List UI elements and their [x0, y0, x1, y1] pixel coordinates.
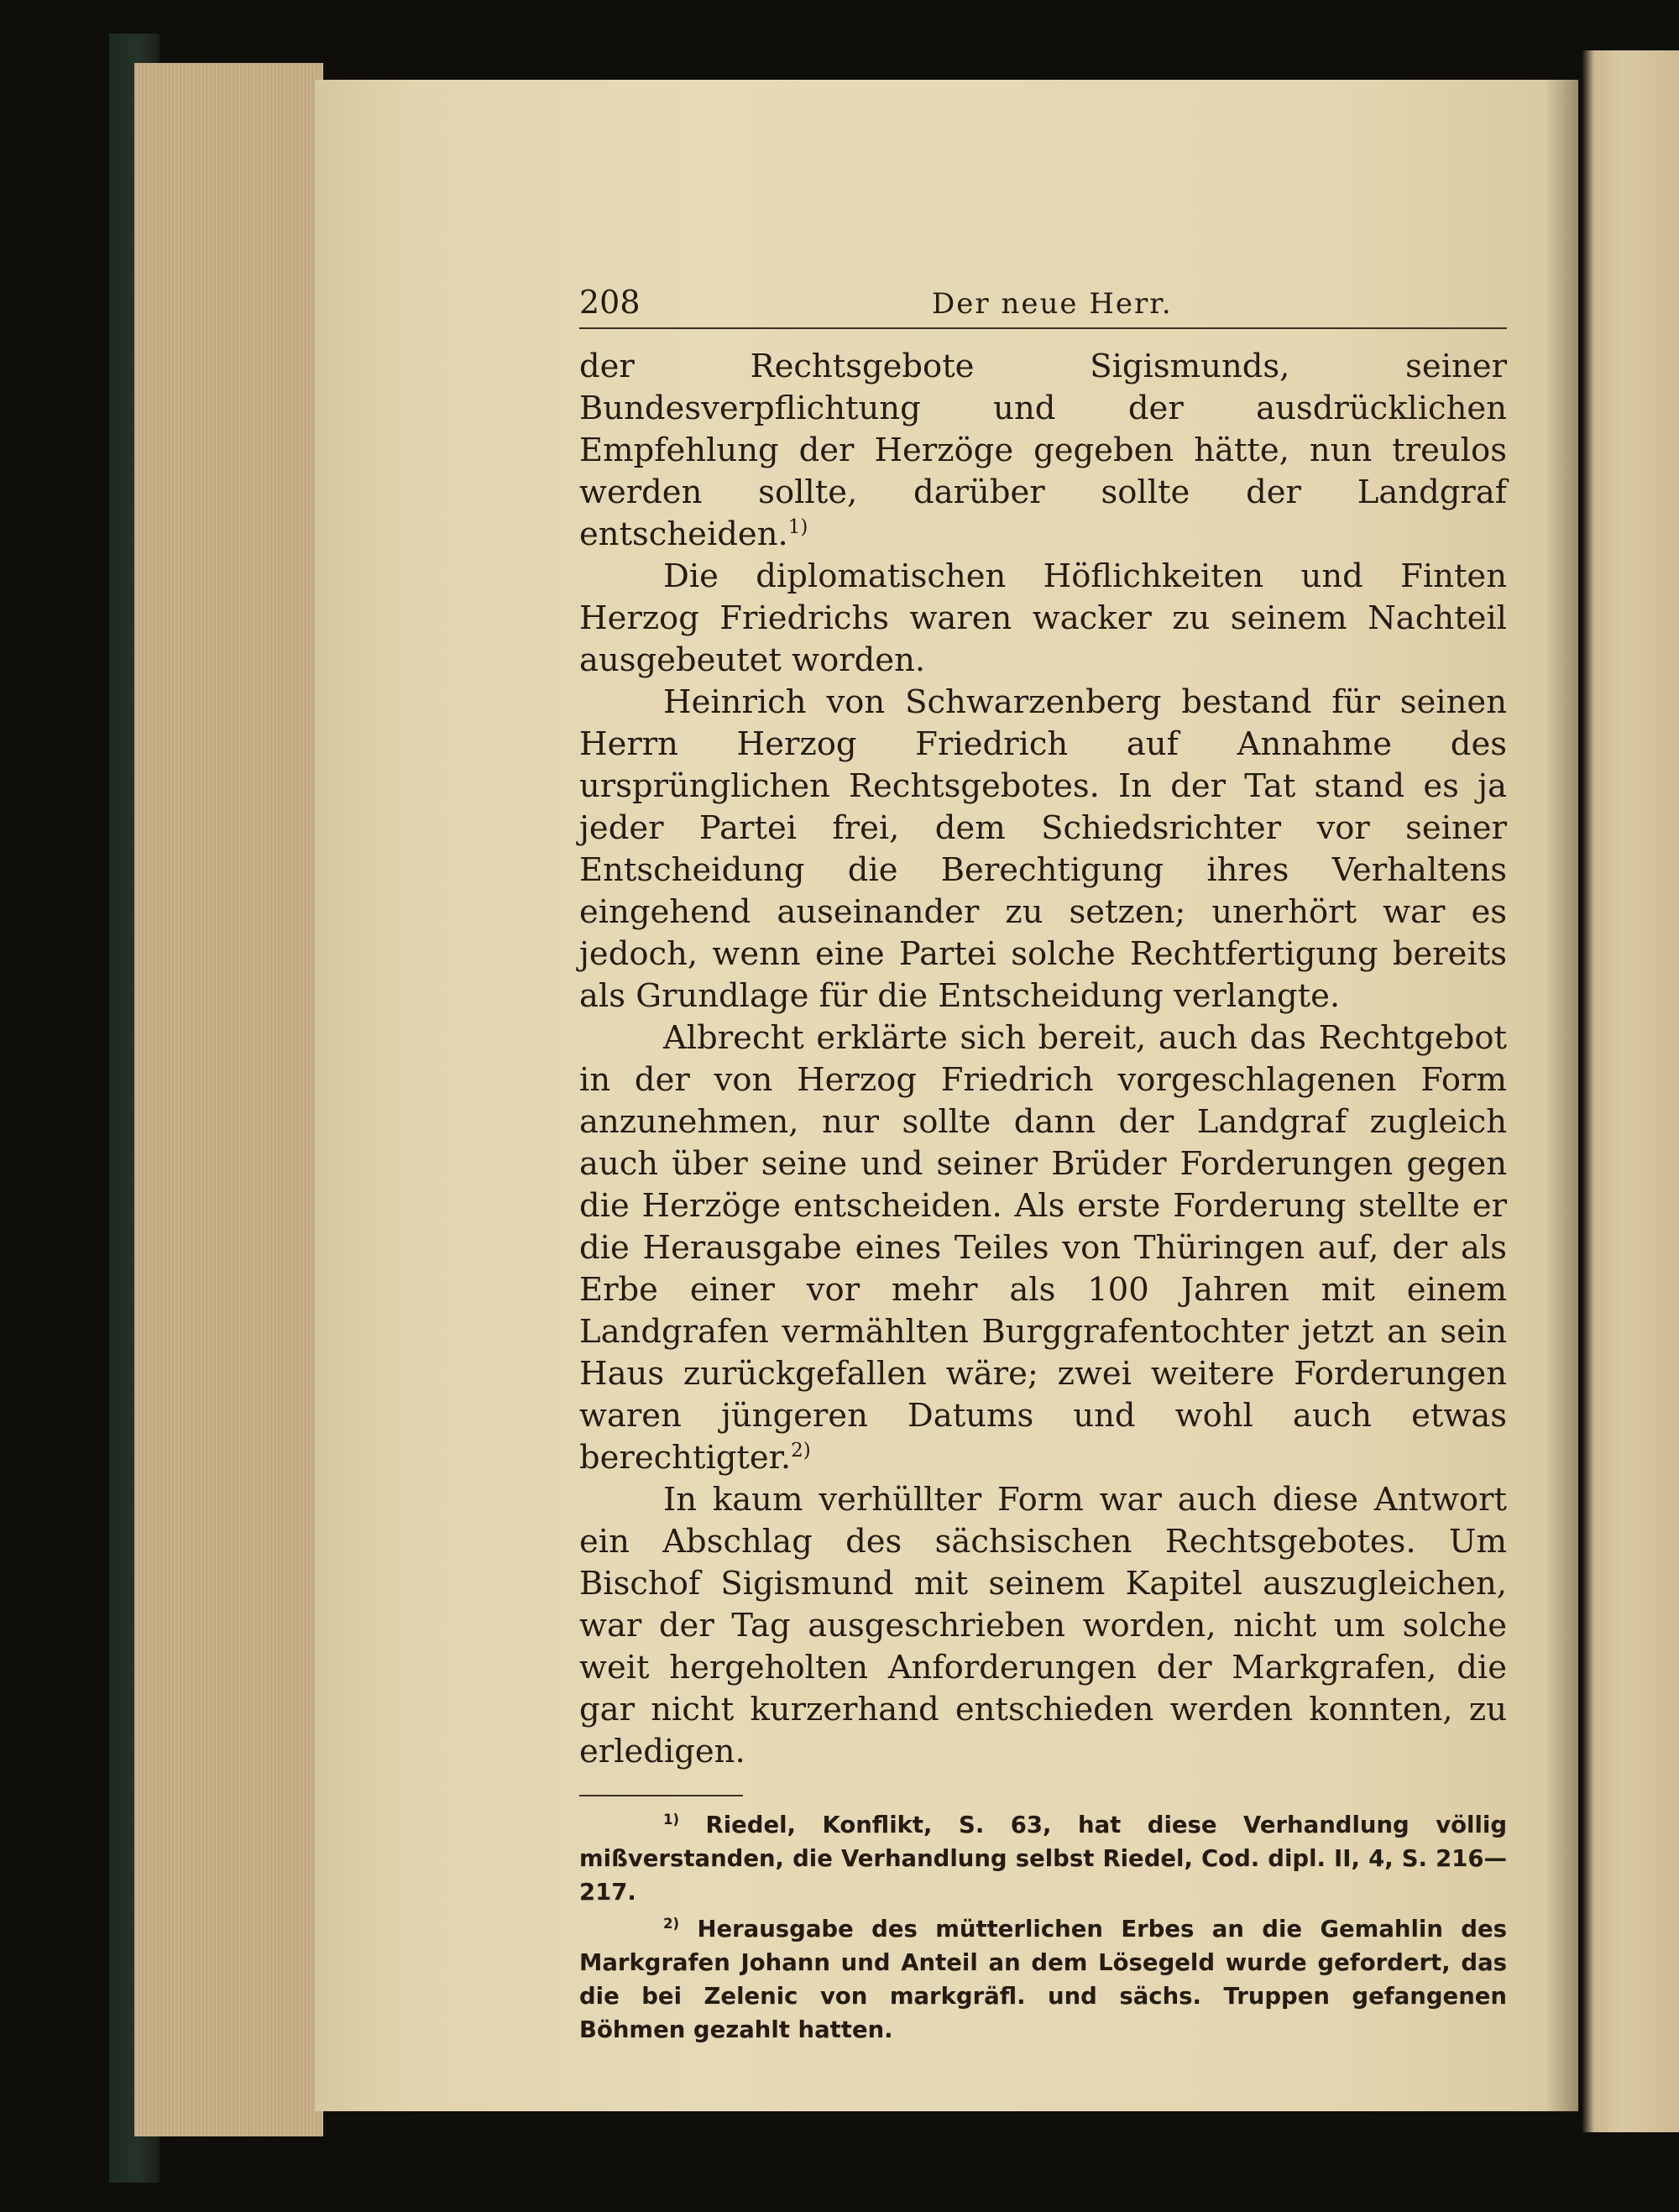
footnote-divider: [579, 1795, 743, 1796]
footnote-marker: 2): [663, 1915, 680, 1932]
footnote-text: Herausgabe des mütterlichen Erbes an die Gemahlin des Markgrafen Johann und Anteil an dem Lösegeld wurde gefordert, das die bei Zelenic von markgräfl. und sächs. Truppen gefangenen Böhmen gezahlt hatten.: [579, 1916, 1508, 2043]
page-edges: [134, 63, 323, 2136]
paragraph: der Rechtsgebote Sigismunds, seiner Bundesverpflichtung und der ausdrücklichen Empfehlung der Herzöge gegeben hätte, nun treulos werden sollte, darüber sollte der Landgraf entscheiden.$^{1)}$: [579, 348, 1507, 553]
page-content: [579, 277, 1507, 2050]
gutter-shadow: [1545, 80, 1578, 2111]
footnote-ref: 2): [791, 1440, 811, 1462]
footnote-ref: 1): [787, 516, 808, 539]
footnote: [579, 1808, 1507, 1909]
body-text: [579, 346, 1507, 1773]
page-number: 208: [579, 284, 641, 321]
paragraph: In kaum verhüllter Form war auch diese Antwort ein Abschlag des sächsischen Rechtsgebotes. Um Bischof Sigismund mit seinem Kapitel auszugleichen, war der Tag ausgeschrieben worden, nicht um solche weit hergeholten Anforderungen der Markgrafen, die gar nicht kurzerhand entschieden werden konnten, zu erledigen.: [579, 1481, 1507, 1770]
paragraph: Albrecht erklärte sich bereit, auch das Rechtgebot in der von Herzog Friedrich vorgeschlagenen Form anzunehmen, nur sollte dann der Landgraf zugleich auch über seine und seiner Brüder Forderungen gegen die Herzöge entscheiden. Als erste Forderung stellte er die Herausgabe eines Teiles von Thüringen auf, der als Erbe einer vor mehr als 100 Jahren mit einem Landgrafen vermählten Burggrafentochter jetzt an sein Haus zurückgefallen wäre; zwei weitere Forderungen waren jüngeren Datums und wohl auch etwas berechtigter.$^{2)}$: [579, 1019, 1507, 1477]
paragraph: Heinrich von Schwarzenberg bestand für seinen Herrn Herzog Friedrich auf Annahme des ursprünglichen Rechtsgebotes. In der Tat stand es ja jeder Partei frei, dem Schiedsrichter vor seiner Entscheidung die Berechtigung ihres Verhaltens eingehend auseinander zu setzen; unerhört war es jedoch, wenn eine Partei solche Rechtfertigung bereits als Grundlage für die Entscheidung verlangte.: [579, 683, 1507, 1015]
running-head: [579, 277, 1507, 329]
paragraph: Die diplomatischen Höflichkeiten und Finten Herzog Friedrichs waren wacker zu seinem Nachteil ausgebeutet worden.: [579, 557, 1507, 679]
footnote: [579, 1912, 1507, 2047]
footnotes: [579, 1808, 1507, 2047]
running-title: Der neue Herr.: [932, 287, 1173, 321]
facing-page-edge: [1582, 50, 1679, 2132]
footnote-marker: 1): [663, 1811, 680, 1828]
footnote-text: Riedel, Konflikt, S. 63, hat diese Verhandlung völlig mißverstanden, die Verhandlung selbst Riedel, Cod. dipl. II, 4, S. 216—217.: [579, 1812, 1508, 1906]
